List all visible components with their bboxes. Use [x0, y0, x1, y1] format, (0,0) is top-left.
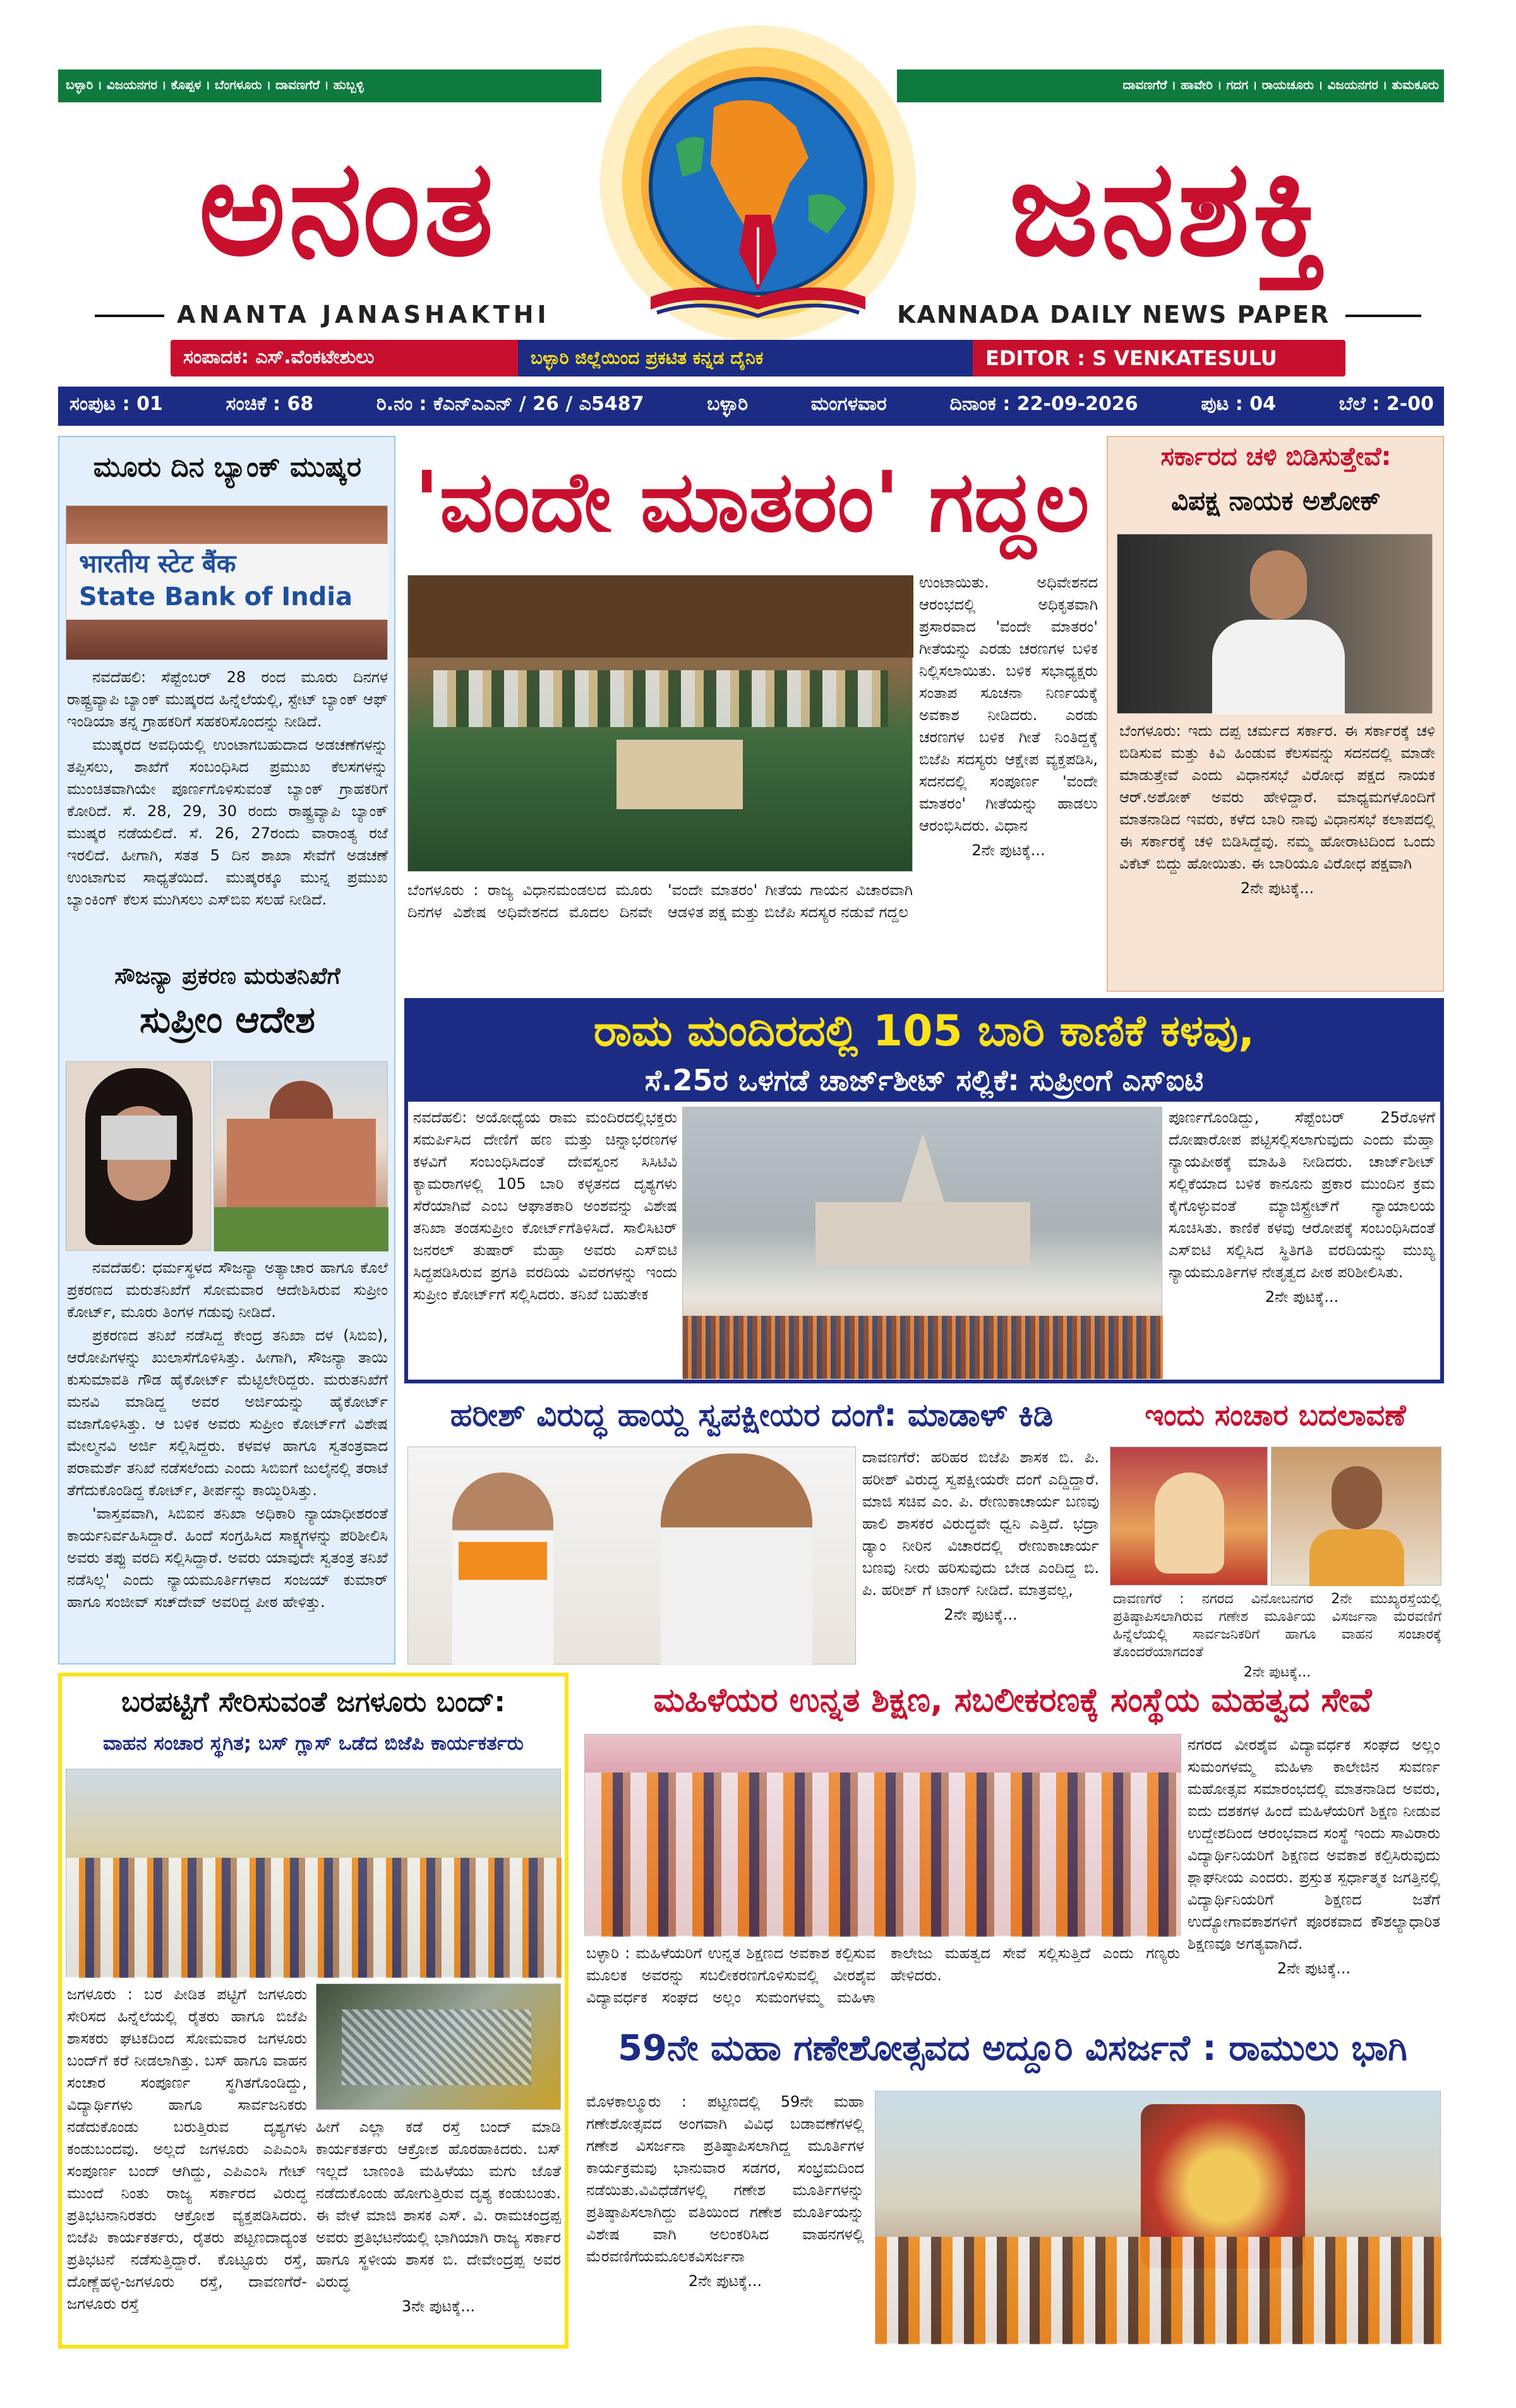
ashok-title-1: ಸರ್ಕಾರದ ಚಳಿ ಬಿಡಿಸುತ್ತೇವೆ: [1160, 442, 1392, 471]
ashok-continued: 2ನೇ ಪುಟಕ್ಕೆ... [1240, 879, 1314, 897]
officer-photo [1271, 1447, 1441, 1586]
editor-name-kn: ಸಂಪಾದಕ: ಎಸ್.ವೆಂಕಟೇಶುಲು [183, 346, 375, 368]
harish-headline: ಹರೀಶ್ ವಿರುದ್ಧ ಹಾಯ್ದ ಸ್ವಪಕ್ಷೀಯರ ದಂಗೆ: ಮಾಡಾಳ್ ಕಿಡಿ [450, 1397, 1054, 1433]
tagline-rule-left [95, 315, 164, 317]
temple-crowd [683, 1316, 1163, 1379]
broken-bus-photo [316, 1984, 561, 2110]
ram-mandir-text-right: ಪೂರ್ಣಗೊಂಡಿದ್ದು, ಸೆಪ್ಟೆಂಬರ್ 25ರೊಳಗೆ ದೋಷಾರೋಪ ಪಟ್ಟಿಸಲ್ಲಿಸಲಾಗುವುದು ಎಂದು ಮೆಹ್ತಾ ನ್ಯಾಯಪೀಠಕ್ಕೆ ಮಾಹಿತಿ ನೀಡಿದರು. ಚಾರ್ಜ್‌ಶೀಟ್ ಸಲ್ಲಿಕೆಯಾದ ಬಳಿಕ ಕಾನೂನು ಪ್ರಕಾರ ಮುಂದಿನ ಕ್ರಮ ಕೈಗೊಳ್ಳುವಂತೆ ಮ್ಯಾಜಿಸ್ಟ್ರೇಟ್‌ಗೆ ನ್ಯಾಯಾಲಯ ಸೂಚಿಸಿತು. ಕಾಣಿಕೆ ಕಳವು ಆರೋಪಕ್ಕೆ ಸಂಬಂಧಿಸಿದಂತೆ ಎಸ್‌ಐಟಿ ಸಲ್ಲಿಸಿದ ಸ್ಥಿತಿಗತಿ ವರದಿಯನ್ನು ಮುಖ್ಯ ನ್ಯಾಯಮೂರ್ತಿಗಳ ನೇತೃತ್ವದ ಪೀಠ ಪರಿಶೀಲಿಸಿತು. [1169, 1109, 1435, 1281]
temple-body [815, 1202, 1030, 1265]
ram-mandir-title-1: ರಾಮ ಮಂದಿರದಲ್ಲಿ 105 ಬಾರಿ ಕಾಣಿಕೆ ಕಳವು, [593, 1006, 1255, 1056]
jagalur-continued: 3ನೇ ಪುಟಕ್ಕೆ... [401, 2297, 476, 2315]
officer-shirt [1309, 1529, 1404, 1586]
jagalur-text-right: ಹೀಗೆ ಎಲ್ಲಾ ಕಡೆ ರಸ್ತೆ ಬಂದ್ ಮಾಡಿ ಕಾರ್ಯಕರ್ತರು ಆಕ್ರೋಶ ಹೊರಹಾಕಿದರು. ಬಸ್ ಇಲ್ಲದೆ ಬಾಣಂತಿ ಮಹಿಳೆಯು ಮಗು ಜೊತೆ ನಡೆದುಕೊಂಡು ಹೋಗುತ್ತಿರುವ ದೃಶ್ಯ ಕಂಡುಬಂತು. ಈ ವೇಳೆ ಮಾಜಿ ಶಾಸಕ ಎಸ್. ವಿ. ರಾಮಚಂದ್ರಪ್ಪ ಅವರು ಪ್ರತಿಭಟನೆಯಲ್ಲಿ ಭಾಗಿಯಾಗಿ ರಾಜ್ಯ ಸರ್ಕಾರ ಹಾಗೂ ಸ್ಥಳೀಯ ಶಾಸಕ ಬಿ. ದೇವೇಂದ್ರಪ್ಪ ಅವರ ವಿರುದ್ಧ [316, 2118, 561, 2291]
assembly-photo [407, 575, 913, 872]
sbi-building-photo [66, 505, 388, 660]
protest-photo [66, 1769, 561, 1977]
jagalur-body-right [316, 2116, 561, 2344]
protest-crowd [66, 1858, 562, 1978]
ashok-title-2: ವಿಪಕ್ಷ ನಾಯಕ ಅಶೋಕ್ [1171, 485, 1381, 516]
ganesha-idol-photo [1110, 1447, 1268, 1586]
right-city-list: ದಾವಣಗೆರೆ । ಹಾವೇರಿ । ಗದಗ । ರಾಯಚೂರು । ವಿಜಯನಗರ । ತುಮಕೂರು [1122, 77, 1439, 92]
women-education-body-right [1188, 1734, 1440, 2012]
bank-strike-para-1: ನವದೆಹಲಿ: ಸೆಪ್ಟೆಂಬರ್ 28 ರಂದ ಮೂರು ದಿನಗಳ ರಾಷ್ಟ್ರವ್ಯಾಪಿ ಬ್ಯಾಂಕ್ ಮುಷ್ಕರದ ಹಿನ್ನೆಲೆಯಲ್ಲಿ, ಸ್ಟೇಟ್ ಬ್ಯಾಂಕ್ ಆಫ್ ಇಂಡಿಯಾ ತನ್ನ ಗ್ರಾಹಕರಿಗೆ ಸಹಕರಿಸೊಂದನ್ನು ನೀಡಿದೆ. [67, 668, 388, 730]
supreme-court-photo [214, 1061, 388, 1251]
bank-strike-body [67, 666, 388, 954]
women-education-headline: ಮಹಿಳೆಯರ ಉನ್ನತ ಶಿಕ್ಷಣ, ಸಬಲೀಕರಣಕ್ಕೆ ಸಂಸ್ಥೆಯ ಮಹತ್ವದ ಸೇವೆ [653, 1682, 1372, 1719]
vande-mataram-text: ಉಂಟಾಯಿತು. ಅಧಿವೇಶನದ ಆರಂಭದಲ್ಲಿ ಅಧಿಕೃತವಾಗಿ ಪ್ರಸಾರವಾದ 'ವಂದೇ ಮಾತರಂ' ಗೀತೆಯನ್ನು ಎರಡು ಚರಣಗಳ ಬಳಿಕ ನಿಲ್ಲಿಸಲಾಯಿತು. ಬಳಿಕ ಸಭಾಧ್ಯಕ್ಷರು ಸಂತಾಪ ಸೂಚನಾ ನಿರ್ಣಯಕ್ಕೆ ಅವಕಾಶ ನೀಡಿದರು. ಎರಡು ಚರಣಗಳ ಬಳಿಕ ಗೀತೆ ನಿಂತಿದ್ದಕ್ಕೆ ಬಿಜೆಪಿ ಸದಸ್ಯರು ಆಕ್ಷೇಪ ವ್ಯಕ್ತಪಡಿಸಿ, ಸದನದಲ್ಲಿ ಸಂಪೂರ್ಣ 'ವಂದೇ ಮಾತರಂ' ಗೀತೆಯನ್ನು ಹಾಡಲು ಆರಂಭಿಸಿದರು. ವಿಧಾನ [919, 574, 1098, 834]
edition-info-row [69, 393, 1434, 421]
ashok-photo [1117, 534, 1433, 714]
soujanya-portrait-photo [66, 1061, 211, 1251]
ganesha-festival-text: ಮೊಳಕಾಲ್ಮೂರು : ಪಟ್ಟಣದಲ್ಲಿ 59ನೇ ಮಹಾ ಗಣೇಶೋತ್ಸವದ ಅಂಗವಾಗಿ ವಿವಿಧ ಬಡಾವಣೆಗಳಲ್ಲಿ ಗಣೇಶ ವಿಸರ್ಜನಾ ಪ್ರತಿಷ್ಠಾಪಿಸಲಾಗಿದ್ದ ಮೂರ್ತಿಗಳ ಕಾರ್ಯಕ್ರಮವು ಭಾನುವಾರ ಸಡಗರ, ಸಂಭ್ರಮದಿಂದ ನಡೆಯಿತು.ವಿವಿಧೆಡೆಗಳಲ್ಲಿ ಗಣೇಶ ಮೂರ್ತಿಗಳನ್ನು ಪ್ರತಿಷ್ಠಾಪಿಸಲಾಗಿದ್ದು ವತಿಯಿಂದ ಗಣೇಶ ಮೂರ್ತಿಯನ್ನು ವಿಶೇಷ ವಾಗಿ ಅಲಂಕರಿಸಿದ ವಾಹನಗಳಲ್ಲಿ ಮೆರವಣಿಗೆಯಮೂಲಕವಿಸರ್ಜನಾ [586, 2093, 864, 2265]
harish-person-right [661, 1454, 812, 1665]
women-education-continued: 2ನೇ ಪುಟಕ್ಕೆ... [1277, 1960, 1351, 1977]
ram-temple-photo [682, 1107, 1162, 1378]
assembly-members [433, 670, 888, 727]
price: ಬೆಲೆ : 2-00 [1339, 393, 1434, 415]
masthead-right-word: ಜನಶಕ್ತಿ [1009, 131, 1328, 286]
soujanya-para-2: ಪ್ರಕರಣದ ತನಿಖೆ ನಡೆಸಿದ್ದ ಕೇಂದ್ರ ತನಿಖಾ ದಳ (ಸಿಬಿಐ), ಆರೋಪಿಗಳನ್ನು ಖುಲಾಸೆಗೊಳಿಸಿತ್ತು. ಹೀಗಾಗಿ, ಸೌಜನ್ಯಾ ತಾಯಿ ಕುಸುಮಾವತಿ ಗೌಡ ಹೈಕೋರ್ಟ್ ಮೆಟ್ಟಿಲೇರಿದ್ದರು. ಮರುತನಿಖೆಗೆ ಮನವಿ ಮಾಡಿದ್ದ ಅವರ ಅರ್ಜಿಯನ್ನು ಹೈಕೋರ್ಟ್ ವಜಾಗೊಳಿಸಿತ್ತು. ಆ ಬಳಿಕ ಅವರು ಸುಪ್ರೀಂ ಕೋರ್ಟ್‌ಗೆ ವಿಶೇಷ ಮೇಲ್ಮನವಿ ಅರ್ಜಿ ಸಲ್ಲಿಸಿದ್ದರು. ಕಳವಳ ಹಾಗೂ ಸ್ವತಂತ್ರವಾದ ಪರಾಮರ್ಶೆ ತನಿಖೆ ನಡೆಸಲೆಂದು ಎಂದು ಸಿಬಿಐಗೆ ಜುಲೈನಲ್ಲಿ ತರಾಟೆ ತೆಗೆದುಕೊಂಡಿದ್ದ ಕೋರ್ಟ್, ತೀರ್ಪನ್ನು ಕಾಯ್ದಿರಿಸಿತ್ತು. [67, 1327, 388, 1499]
harish-body [862, 1447, 1099, 1665]
traffic-body [1113, 1591, 1441, 1680]
court-dome [270, 1081, 333, 1119]
vande-mataram-body [919, 572, 1098, 963]
editor-name-en: EDITOR : S VENKATESULU [985, 346, 1277, 370]
ram-mandir-title-2: ಸೆ.25ರ ಒಳಗಡೆ ಚಾರ್ಜ್‌ಶೀಟ್ ಸಲ್ಲಿಕೆ: ಸುಪ್ರೀಂಗೆ ಎಸ್‌ಐಟಿ [644, 1063, 1204, 1097]
harish-continued: 2ನೇ ಪುಟಕ್ಕೆ... [944, 1606, 1018, 1623]
weekday: ಮಂಗಳವಾರ [810, 393, 887, 415]
bank-strike-para-2: ಮುಷ್ಕರದ ಅವಧಿಯಲ್ಲಿ ಉಂಟಾಗಬಹುದಾದ ಅಡಚಣೆಗಳನ್ನು ತಪ್ಪಿಸಲು, ಶಾಖೆಗೆ ಸಂಬಂಧಿಸಿದ ಪ್ರಮುಖ ಕೆಲಸಗಳನ್ನು ಮುಂಚಿತವಾಗಿಯೇ ಪೂರ್ಣಗೊಳಿಸುವಂತೆ ಬ್ಯಾಂಕ್ ಗ್ರಾಹಕರಿಗೆ ಕೋರಿದೆ. ಸೆ. 28, 29, 30 ರಂದು ರಾಷ್ಟ್ರವ್ಯಾಪಿ ಬ್ಯಾಂಕ್ ಮುಷ್ಕರ ನಡೆಯಲಿದೆ. ಸೆ. 26, 27ರಂದು ವಾರಾಂತ್ಯ ರಜೆ ಇರಲಿದೆ. ಹೀಗಾಗಿ, ಸತತ 5 ದಿನ ಶಾಖಾ ಸೇವೆಗೆ ಅಡಚಣೆ ಉಂಟಾಗುವ ಸಾಧ್ಯತೆಯಿದೆ. ಮುಷ್ಕರಕ್ಕೂ ಮುನ್ನ ಪ್ರಮುಖ ಬ್ಯಾಂಕಿಂಗ್ ಕೆಲಸ ಮುಗಿಸಲು ಎಸ್‌ಬಿಐ ಸಲಹೆ ನೀಡಿದೆ. [67, 736, 388, 908]
tagline-right: KANNADA DAILY NEWS PAPER [897, 301, 1330, 328]
city-name: ಬಳ್ಳಾರಿ [707, 393, 749, 415]
procession-crowd [875, 2237, 1441, 2344]
sbi-sign-text: भारतीय स्टेट बैंक State Bank of India [79, 550, 353, 611]
tagline-left: ANANTA JANASHAKTHI [177, 301, 550, 328]
harish-photo [407, 1447, 856, 1665]
ram-mandir-continued: 2ನೇ ಪುಟಕ್ಕೆ... [1265, 1288, 1339, 1306]
procession-photo [875, 2091, 1441, 2344]
jagalur-subheadline: ವಾಹನ ಸಂಚಾರ ಸ್ಥಗಿತ; ಬಸ್ ಗ್ಲಾಸ್ ಒಡೆದ ಬಿಜೆಪಿ ಕಾರ್ಯಕರ್ತರು [102, 1732, 524, 1755]
assembly-table [617, 740, 743, 809]
court-building [227, 1119, 376, 1207]
ashok-shirt [1212, 620, 1345, 714]
soujanya-para-3: 'ವಾಸ್ತವವಾಗಿ, ಸಿಬಿಐನ ತನಿಖಾ ಅಧಿಕಾರಿ ನ್ಯಾಯಾಧೀಶರಂತೆ ಕಾರ್ಯನಿರ್ವಹಿಸಿದ್ದಾರೆ. ಹಿಂದೆ ಸಂಗ್ರಹಿಸಿದ ಸಾಕ್ಷ್ಯಗಳನ್ನು ಪರಿಶೀಲಿಸಿ ಅವರು ತಪ್ಪು ವರದಿ ಸಲ್ಲಿಸಿದ್ದಾರೆ. ಅವರು ಯಾವುದೇ ಸ್ವತಂತ್ರ ತನಿಖೆ ನಡೆಸಿಲ್ಲ' ಎಂದು ನ್ಯಾಯಮೂರ್ತಿಗಳಾದ ಸಂಜಯ್ ಕುಮಾರ್ ಹಾಗೂ ಸಂಜೀವ್ ಸಚ್‌ದೇವ್ ಅವರಿದ್ದ ಪೀಠ ಹೇಳಿತ್ತು. [67, 1505, 388, 1611]
soujanya-body [67, 1257, 388, 1658]
globe-pen-logo [587, 25, 929, 354]
jagalur-headline: ಬರಪಟ್ಟಿಗೆ ಸೇರಿಸುವಂತೆ ಜಗಳೂರು ಬಂದ್: [121, 1686, 506, 1718]
traffic-continued: 2ನೇ ಪುಟಕ್ಕೆ... [1243, 1665, 1311, 1680]
women-education-text-right: ನಗರದ ವೀರಶೈವ ವಿದ್ಯಾವರ್ಧಕ ಸಂಘದ ಅಲ್ಲಂ ಸುಮಂಗಳಮ್ಮ ಮಹಿಳಾ ಕಾಲೇಜಿನ ಸುವರ್ಣ ಮಹೋತ್ಸವ ಸಮಾರಂಭದಲ್ಲಿ ಮಾತನಾಡಿದ ಅವರು, ಐದು ದಶಕಗಳ ಹಿಂದೆ ಮಹಿಳೆಯರಿಗೆ ಶಿಕ್ಷಣ ನೀಡುವ ಉದ್ದೇಶದಿಂದ ಆರಂಭವಾದ ಸಂಸ್ಥೆ ಇಂದು ಸಾವಿರಾರು ವಿದ್ಯಾರ್ಥಿನಿಯರಿಗೆ ಶಿಕ್ಷಣದ ಅವಕಾಶ ಕಲ್ಪಿಸಿರುವುದು ಶ್ಲಾಘನೀಯ ಎಂದರು. ಪ್ರಸ್ತುತ ಸ್ಪರ್ಧಾತ್ಮಕ ಜಗತ್ತಿನಲ್ಲಿ ವಿದ್ಯಾರ್ಥಿನಿಯರಿಗೆ ಶಿಕ್ಷಣದ ಜತೆಗೆ ಉದ್ಯೋಗಾವಕಾಶಗಳಿಗೆ ಪೂರಕವಾದ ಕೌಶಲ್ಯಾಧಾರಿತ ಶಿಕ್ಷಣವೂ ಅಗತ್ಯವಾಗಿದೆ. [1188, 1736, 1440, 1953]
vande-mataram-continued: 2ನೇ ಪುಟಕ್ಕೆ... [972, 841, 1045, 859]
ashok-head [1250, 550, 1307, 620]
bank-strike-title: ಮೂರು ದಿನ ಬ್ಯಾಂಕ್ ಮುಷ್ಕರ [93, 451, 362, 483]
registration-number: ರಿ.ನಂ : ಕೆಎನ್‌ಎಎನ್ / 26 / ಎ5487 [376, 393, 644, 415]
ganesha-festival-body [586, 2091, 864, 2344]
ashok-body [1119, 720, 1435, 985]
soujanya-title-1: ಸೌಜನ್ಯಾ ಪ್ರಕರಣ ಮರುತನಿಖೆಗೆ [114, 963, 340, 989]
traffic-text: ದಾವಣಗೆರೆ : ನಗರದ ವಿನೋಬನಗರ 2ನೇ ಮುಖ್ಯರಸ್ತೆಯಲ್ಲಿ ಪ್ರತಿಷ್ಠಾಪಿಸಲಾಗಿರುವ ಗಣೇಶ ಮೂರ್ತಿಯ ವಿಸರ್ಜನಾ ಮೆರವಣಿಗೆ ಹಿನ್ನೆಲೆಯಲ್ಲಿ ಸಾರ್ವಜನಿಕರಿಗೆ ಹಾಗೂ ವಾಹನ ಸಂಚಾರಕ್ಕೆ ತೊಂದರೆಯಾಗದಂತೆ [1113, 1591, 1441, 1660]
ram-mandir-body-right [1169, 1107, 1435, 1378]
ganesha-festival-continued: 2ನೇ ಪುಟಕ್ಕೆ... [688, 2272, 762, 2290]
date: ದಿನಾಂಕ : 22-09-2026 [949, 393, 1138, 415]
slogan-text: ಬಳ್ಳಾರಿ ಜಿಲ್ಲೆಯಿಂದ ಪ್ರಕಟಿತ ಕನ್ನಡ ದೈನಿಕ [531, 347, 764, 368]
assembly-caption: ಬೆಂಗಳೂರು : ರಾಜ್ಯ ವಿಧಾನಮಂಡಲದ ಮೂರು ದಿನಗಳ ವಿಶೇಷ ಅಧಿವೇಶನದ ಮೊದಲ ದಿನವೇ 'ವಂದೇ ಮಾತರಂ' ಗೀತೆಯ ಗಾಯನ ವಿಚಾರವಾಗಿ ಆಡಳಿತ ಪಕ್ಷ ಮತ್ತು ಬಿಜೆಪಿ ಸದಸ್ಯರ ನಡುವೆ ಗದ್ದಲ [407, 881, 913, 921]
bjp-shawl [459, 1542, 547, 1580]
women-education-body-left: ಬಳ್ಳಾರಿ : ಮಹಿಳೆಯರಿಗೆ ಉನ್ನತ ಶಿಕ್ಷಣದ ಅವಕಾಶ ಕಲ್ಪಿಸುವ ಮೂಲಕ ಅವರನ್ನು ಸಬಲೀಕರಣಗೊಳಿಸುವಲ್ಲಿ ವೀರಶೈವ ವಿದ್ಯಾವರ್ಧಕ ಸಂಘದ ಅಲ್ಲಂ ಸುಮಂಗಳಮ್ಮ ಮಹಿಳಾ ಕಾಲೇಜು ಮಹತ್ವದ ಸೇವೆ ಸಲ್ಲಿಸುತ್ತಿದೆ ಎಂದು ಗಣ್ಯರು ಹೇಳಿದರು. [586, 1944, 1180, 2006]
masthead-left-word: ಅನಂತ [198, 131, 496, 286]
traffic-headline: ಇಂದು ಸಂಚಾರ ಬದಲಾವಣೆ [1145, 1398, 1406, 1432]
event-dignitaries [585, 1773, 1182, 1937]
soujanya-para-1: ನವದೆಹಲಿ: ಧರ್ಮಸ್ಥಳದ ಸೌಜನ್ಯಾ ಅತ್ಯಾಚಾರ ಹಾಗೂ ಕೊಲೆ ಪ್ರಕರಣದ ಮರುತನಿಖೆಗೆ ಸೋಮವಾರ ಆದೇಶಿಸಿರುವ ಸುಪ್ರೀಂ ಕೋರ್ಟ್, ಮೂರು ತಿಂಗಳ ಗಡುವು ನೀಡಿದೆ. [67, 1259, 388, 1321]
ram-mandir-body-left: ನವದೆಹಲಿ: ಅಯೋಧ್ಯೆಯ ರಾಮ ಮಂದಿರದಲ್ಲಿಭಕ್ತರು ಸಮರ್ಪಿಸಿದ ದೇಣಿಗೆ ಹಣ ಮತ್ತು ಚಿನ್ನಾಭರಣಗಳ ಕಳವಿಗೆ ಸಂಬಂಧಿಸಿದಂತೆ ದೇವಸ್ವಂನ ಸಿಸಿಟಿವಿ ಕ್ಯಾಮರಾಗಳಲ್ಲಿ 105 ಬಾರಿ ಕಳ್ಳತನದ ದೃಶ್ಯಗಳು ಸೆರೆಯಾಗಿವೆ ಎಂಬ ಆಘಾತಕಾರಿ ಅಂಶವನ್ನು ವಿಶೇಷ ತನಿಖಾ ತಂಡಸುಪ್ರೀಂ ಕೋರ್ಟ್‌ಗೆತಿಳಿಸಿದೆ. ಸಾಲಿಸಿಟರ್ ಜನರಲ್ ತುಷಾರ್ ಮೆಹ್ತಾ ಅವರು ಎಸ್‌ಐಟಿ ಸಿದ್ಧಪಡಿಸಿರುವ ಪ್ರಗತಿ ವರದಿಯ ವಿವರಗಳನ್ನು ಇಂದು ಸುಪ್ರೀಂ ಕೋರ್ಟ್‌ಗೆ ಸಲ್ಲಿಸಿದರು. ತನಿಖೆ ಬಹುತೇಕ [413, 1109, 677, 1303]
issue-number: ಸಂಚಿಕೆ : 68 [226, 393, 314, 415]
volume-number: ಸಂಪುಟ : 01 [69, 393, 163, 415]
college-event-photo [584, 1734, 1181, 1936]
face-blur-box [101, 1116, 177, 1160]
left-city-list: ಬಳ್ಳಾರಿ । ವಿಜಯನಗರ । ಕೊಪ್ಪಳ । ಬೆಂಗಳೂರು । ದಾವಣಗೆರೆ । ಹುಬ್ಬಳ್ಳಿ [66, 77, 364, 92]
assembly-gallery [408, 575, 913, 658]
harish-text: ದಾವಣಗೆರೆ: ಹರಿಹರ ಬಿಜೆಪಿ ಶಾಸಕ ಬಿ. ಪಿ. ಹರೀಶ್ ವಿರುದ್ಧ ಸ್ವಪಕ್ಷೀಯರೇ ದಂಗೆ ಎದ್ದಿದ್ದಾರೆ. ಮಾಜಿ ಸಚಿವ ಎಂ. ಪಿ. ರೇಣುಕಾಚಾರ್ಯ ಬಣವು ಹಾಲಿ ಶಾಸಕರ ವಿರುದ್ಧವೇ ಧ್ವನಿ ಎತ್ತಿದೆ. ಭದ್ರಾ ಡ್ಯಾಂ ನೀರಿನ ವಿಚಾರದಲ್ಲಿ ರೇಣುಕಾಚಾರ್ಯ ಬಣವು ನೀರು ಹರಿಸುವುದು ಬೇಡ ಎಂದಿದ್ದ ಬಿ. ಪಿ. ಹರೀಶ್ ಗೆ ಟಾಂಗ್ ನೀಡಿದೆ. ಮಾತ್ರವಲ್ಲ, [862, 1448, 1099, 1599]
page-count: ಪುಟ : 04 [1201, 393, 1276, 415]
ashok-text: ಬೆಂಗಳೂರು: ಇದು ದಪ್ಪ ಚರ್ಮದ ಸರ್ಕಾರ. ಈ ಸರ್ಕಾರಕ್ಕೆ ಚಳಿ ಬಿಡಿಸುವ ಮತ್ತು ಕಿವಿ ಹಿಂಡುವ ಕೆಲಸವನ್ನು ಸದನದಲ್ಲಿ ಮಾಡೇ ಮಾಡುತ್ತೇವೆ ಎಂದು ವಿಧಾನಸಭೆ ವಿರೋಧ ಪಕ್ಷದ ನಾಯಕ ಆರ್.ಅಶೋಕ್ ಅವರು ಹೇಳಿದ್ದಾರೆ. ಮಾಧ್ಯಮಗಳೊಂದಿಗೆ ಮಾತನಾಡಿದ ಇವರು, ಕಳೆದ ಬಾರಿ ನಾವು ವಿಧಾನಸಭೆ ಕಲಾಪದಲ್ಲಿ ಈ ಸರ್ಕಾರಕ್ಕೆ ಚಳಿ ಬಿಡಿಸಿದ್ದೆವು. ನಮ್ಮ ಹೋರಾಟದಿಂದ ಒಂದು ವಿಕೆಟ್ ಬಿದ್ದು ಹೋಯಿತು. ಈ ಬಾರಿಯೂ ವಿರೋಧ ಪಕ್ಷವಾಗಿ [1119, 722, 1435, 872]
jagalur-body-left: ಜಗಳೂರು : ಬರ ಪೀಡಿತ ಪಟ್ಟಿಗೆ ಜಗಳೂರು ಸೇರಿಸದ ಹಿನ್ನೆಲೆಯಲ್ಲಿ ರೈತರು ಹಾಗೂ ಬಿಜೆಪಿ ಶಾಸಕರು ಘಟಕದಿಂದ ಸೋಮವಾರ ಜಗಳೂರು ಬಂದ್‌ಗೆ ಕರೆ ನೀಡಲಾಗಿತ್ತು. ಬಸ್ ಹಾಗೂ ವಾಹನ ಸಂಚಾರ ಸಂಪೂರ್ಣ ಸ್ಥಗಿತಗೊಂಡಿದ್ದು, ವಿದ್ಯಾರ್ಥಿಗಳು ಹಾಗೂ ಸಾರ್ವಜನಿಕರು ನಡೆದುಕೊಂಡು ಬರುತ್ತಿರುವ ದೃಶ್ಯಗಳು ಕಂಡುಬಂದವು. ಅಲ್ಲದೆ ಜಗಳೂರು ಎಪಿಎಂಸಿ ಸಂಪೂರ್ಣ ಬಂದ್ ಆಗಿದ್ದು, ಎಪಿಎಂಸಿ ಗೇಟ್ ಮುಂದೆ ನಿಂತು ರಾಜ್ಯ ಸರ್ಕಾರದ ವಿರುದ್ಧ ಪ್ರತಿಭಟನಾನಿರತರು ಆಕ್ರೋಶ ವ್ಯಕ್ತಪಡಿಸಿದರು. ಬಿಜೆಪಿ ಕಾರ್ಯಕರ್ತರು, ರೈತರು ಪಟ್ಟಣದಾದ್ಯಂತ ಪ್ರತಿಭಟನೆ ನಡೆಸುತ್ತಿದ್ದಾರೆ. ಕೊಟ್ಟೂರು ರಸ್ತೆ, ದೊಣ್ಣೆಹಳ್ಳಿ-ಜಗಳೂರು ರಸ್ತೆ, ದಾವಣಗೆರೆ-ಜಗಳೂರು ರಸ್ತೆ [67, 1985, 307, 2313]
tagline-rule-right [1345, 315, 1421, 317]
soujanya-title-2: ಸುಪ್ರೀಂ ಆದೇಶ [139, 998, 316, 1041]
shattered-glass [342, 2009, 531, 2085]
court-lawn [214, 1207, 388, 1251]
vande-mataram-headline: 'ವಂದೇ ಮಾತರಂ' ಗದ್ದಲ [414, 454, 1090, 551]
officer-head [1332, 1466, 1382, 1529]
ganesha-festival-headline: 59ನೇ ಮಹಾ ಗಣೇಶೋತ್ಸವದ ಅದ್ದೂರಿ ವಿಸರ್ಜನೆ : ರಾಮುಲು ಭಾಗಿ [618, 2028, 1407, 2069]
ganesha-idol [1155, 1472, 1224, 1574]
